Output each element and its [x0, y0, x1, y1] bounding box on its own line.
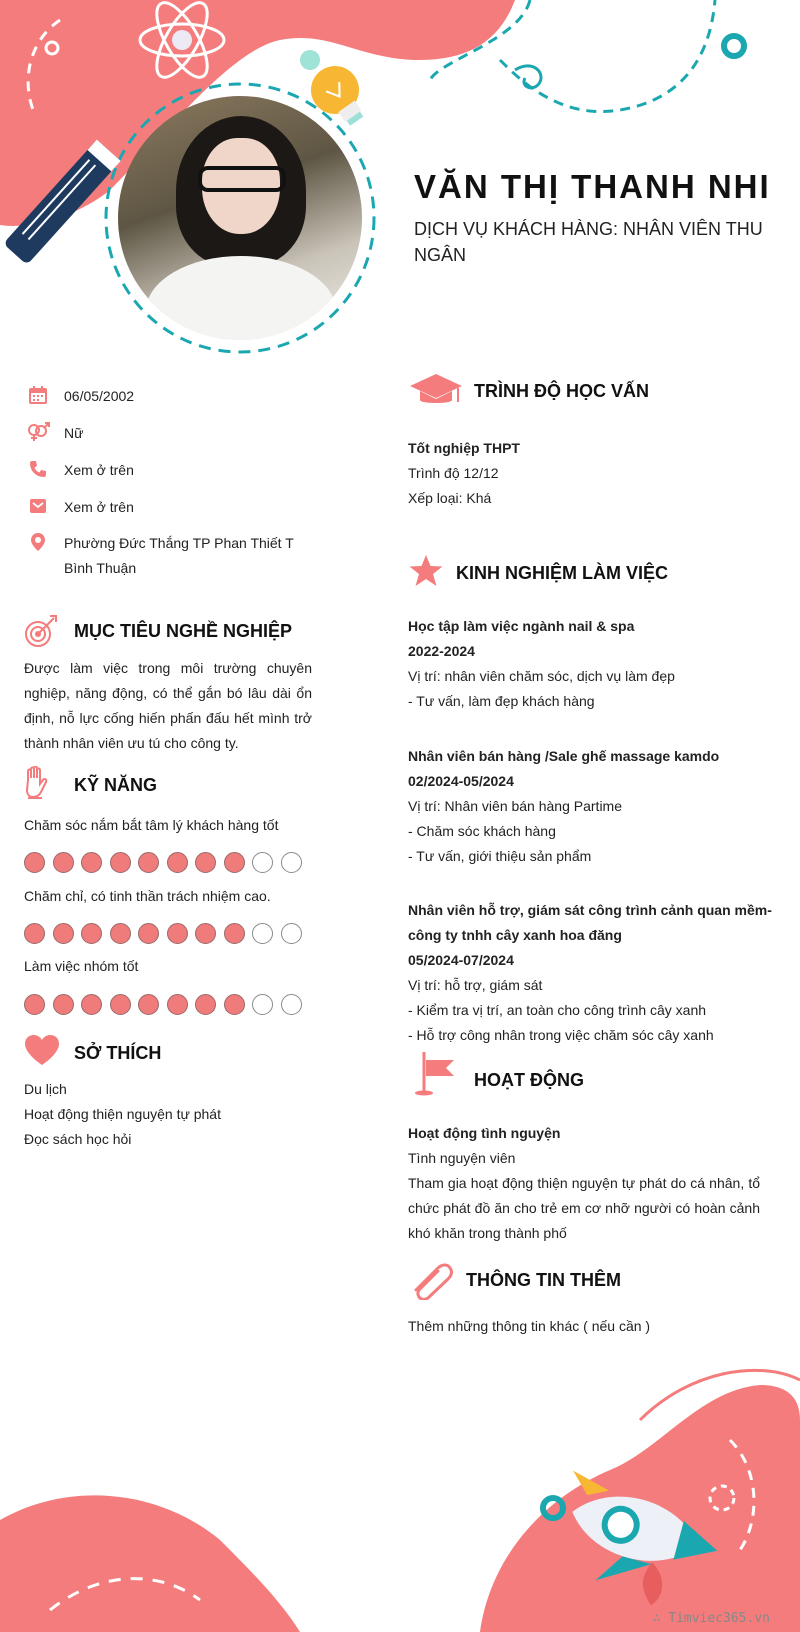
- job-line: - Tư vấn, giới thiệu sản phẩm: [408, 848, 592, 864]
- education-details: [408, 436, 768, 511]
- watermark: ∴ Timviec365.vn: [652, 1611, 770, 1626]
- skill-name: Chăm chỉ, có tinh thần trách nhiệm cao.: [24, 888, 271, 904]
- email-icon: [24, 495, 52, 517]
- graduation-cap-icon: [408, 372, 464, 413]
- hobby-item: Đọc sách học hỏi: [24, 1131, 132, 1147]
- skill-dot-filled: [24, 852, 45, 873]
- email-row: [24, 495, 294, 520]
- objective-text: Được làm việc trong môi trường chuyên nghiệp, năng động, có thể gắn bó lâu dài ổn định, nỗ lực cống hiến phấn đấu hết mình trở thành nhân viên ưu tú cho công ty.: [24, 660, 312, 751]
- objective-title: MỤC TIÊU NGHỀ NGHIỆP: [74, 621, 293, 641]
- job-line: Vị trí: hỗ trợ, giám sát: [408, 977, 543, 993]
- candidate-position: DỊCH VỤ KHÁCH HÀNG: NHÂN VIÊN THU NGÂN: [414, 219, 763, 265]
- skill-rating: [24, 923, 302, 944]
- skill-dot-filled: [195, 852, 216, 873]
- skill-dot-filled: [138, 852, 159, 873]
- star-icon: [408, 554, 444, 593]
- skill-dot-filled: [167, 852, 188, 873]
- location-pin-icon: [24, 531, 52, 553]
- activity-name: Hoạt động tình nguyện: [408, 1125, 561, 1141]
- candidate-name: VĂN THỊ THANH NHI: [414, 168, 771, 205]
- hobby-item: Hoạt động thiện nguyện tự phát: [24, 1106, 221, 1122]
- phone-icon: [24, 458, 52, 480]
- skill-dot-filled: [224, 923, 245, 944]
- education-title: TRÌNH ĐỘ HỌC VẤN: [474, 381, 649, 401]
- extra-text: Thêm những thông tin khác ( nếu cần ): [408, 1318, 651, 1334]
- job-company: công ty tnhh cây xanh hoa đăng: [408, 927, 622, 943]
- birthday-value: 06/05/2002: [64, 388, 135, 404]
- experience-title: KINH NGHIỆM LÀM VIỆC: [456, 563, 669, 583]
- target-icon: [24, 614, 58, 653]
- skill-dot-filled: [110, 852, 131, 873]
- heart-icon: [24, 1034, 60, 1071]
- experience-job: [408, 614, 768, 714]
- skill-dot-filled: [53, 923, 74, 944]
- flag-icon: [414, 1050, 456, 1101]
- experience-job: [408, 744, 768, 869]
- skill-rating: [24, 852, 302, 873]
- skill-dot-empty: [281, 994, 302, 1015]
- job-time: 05/2024-07/2024: [408, 952, 514, 968]
- education-school: Tốt nghiệp THPT: [408, 440, 520, 456]
- job-line: - Hỗ trợ công nhân trong việc chăm sóc cây xanh: [408, 1027, 714, 1043]
- skill-dot-empty: [281, 852, 302, 873]
- job-company: Nhân viên hỗ trợ, giám sát công trình cảnh quan mềm-: [408, 902, 772, 918]
- skill-dot-filled: [138, 994, 159, 1015]
- skill-dot-empty: [252, 994, 273, 1015]
- skill-rating: [24, 994, 302, 1015]
- activity-description: Tham gia hoạt động thiện nguyện tự phát do cá nhân, tổ chức phát đồ ăn cho trẻ em cơ nhỡ người có hoàn cảnh khó khăn trong thành phố: [408, 1175, 760, 1241]
- email-value: Xem ở trên: [64, 499, 134, 515]
- education-rank: Xếp loại: Khá: [408, 490, 492, 506]
- skill-dot-filled: [224, 852, 245, 873]
- skill-dot-filled: [195, 994, 216, 1015]
- skill-dot-filled: [110, 994, 131, 1015]
- calendar-icon: [24, 384, 52, 406]
- skill-dot-empty: [281, 923, 302, 944]
- hobbies-title: SỞ THÍCH: [74, 1043, 162, 1063]
- skill-dot-filled: [24, 923, 45, 944]
- skill-dot-filled: [81, 994, 102, 1015]
- gender-value: Nữ: [64, 425, 84, 441]
- address-row: [24, 531, 294, 581]
- job-company: Nhân viên bán hàng /Sale ghế massage kamdo: [408, 748, 720, 764]
- skill-dot-filled: [81, 923, 102, 944]
- job-line: - Tư vấn, làm đẹp khách hàng: [408, 693, 595, 709]
- activity-details: [408, 1121, 760, 1246]
- job-line: Vị trí: Nhân viên bán hàng Partime: [408, 798, 623, 814]
- job-company: Học tập làm việc ngành nail & spa: [408, 618, 635, 634]
- hobby-item: Du lịch: [24, 1081, 67, 1097]
- skill-dot-filled: [81, 852, 102, 873]
- skill-name: Chăm sóc nắm bắt tâm lý khách hàng tốt: [24, 817, 279, 833]
- skill-dot-filled: [224, 994, 245, 1015]
- skill-dot-filled: [53, 852, 74, 873]
- hand-icon: [22, 766, 50, 805]
- skills-title: KỸ NĂNG: [74, 775, 158, 795]
- activities-title: HOẠT ĐỘNG: [474, 1070, 584, 1090]
- experience-job: [408, 898, 780, 1048]
- hobbies-list: [24, 1077, 314, 1152]
- gender-row: [24, 421, 294, 446]
- skill-name: Làm việc nhóm tốt: [24, 958, 139, 974]
- skill-dot-empty: [252, 852, 273, 873]
- bottom-left-coral-blob: [0, 1495, 300, 1632]
- paperclip-icon: [410, 1260, 454, 1305]
- skill-dot-filled: [24, 994, 45, 1015]
- job-line: - Chăm sóc khách hàng: [408, 823, 556, 839]
- extra-title: THÔNG TIN THÊM: [466, 1270, 621, 1290]
- skill-dot-empty: [252, 923, 273, 944]
- job-time: 2022-2024: [408, 643, 475, 659]
- job-time: 02/2024-05/2024: [408, 773, 514, 789]
- phone-value: Xem ở trên: [64, 462, 134, 478]
- skill-dot-filled: [167, 994, 188, 1015]
- skill-dot-filled: [195, 923, 216, 944]
- avatar: [118, 96, 362, 340]
- skill-dot-filled: [110, 923, 131, 944]
- job-line: Vị trí: nhân viên chăm sóc, dịch vụ làm đẹp: [408, 668, 675, 684]
- activity-role: Tình nguyện viên: [408, 1150, 516, 1166]
- skill-dot-filled: [138, 923, 159, 944]
- skill-dot-filled: [53, 994, 74, 1015]
- job-line: - Kiểm tra vị trí, an toàn cho công trình cây xanh: [408, 1002, 707, 1018]
- education-level: Trình độ 12/12: [408, 465, 499, 481]
- gender-icon: [24, 421, 52, 443]
- phone-row: [24, 458, 294, 483]
- address-value: Phường Đức Thắng TP Phan Thiết T Bình Thuận: [64, 535, 294, 576]
- skill-dot-filled: [167, 923, 188, 944]
- birthday-row: [24, 384, 294, 409]
